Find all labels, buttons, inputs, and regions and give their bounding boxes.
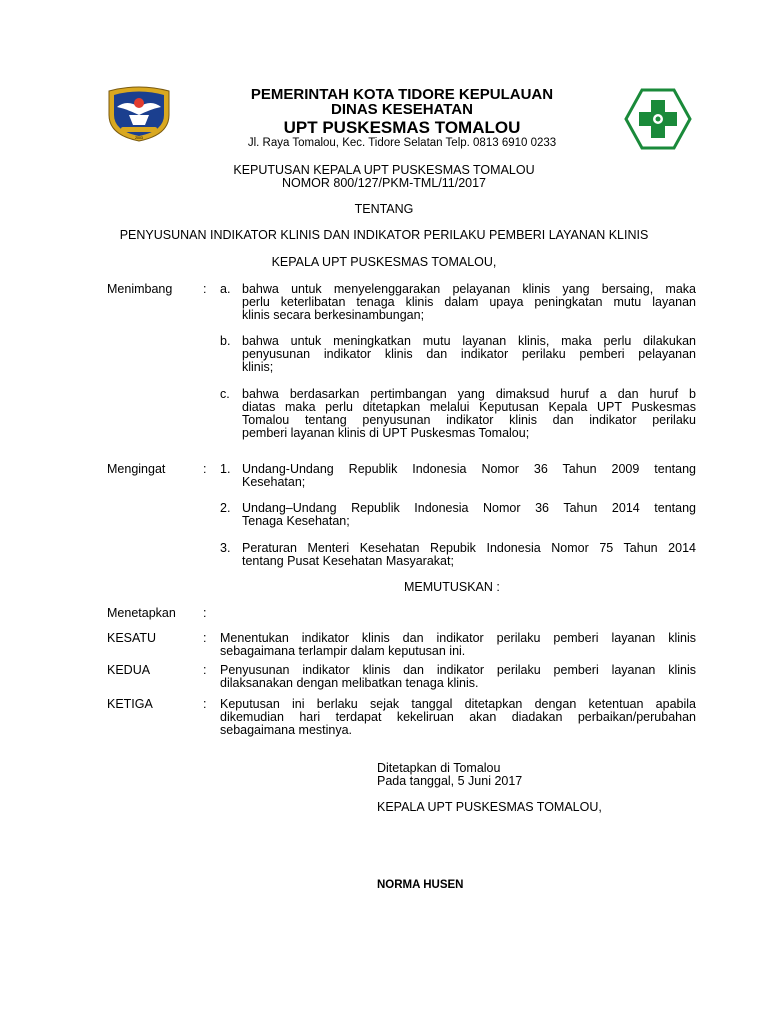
ketiga-line2: dikemudian hari terdapat kekeliruan akan diadakan perbaikan/perubahan (220, 710, 696, 724)
mengingat-marker-2: 2. (220, 501, 231, 515)
mengingat-1-line2: Kesehatan; (242, 475, 306, 489)
menimbang-c-line1: bahwa berdasarkan pertimbangan yang dimaksud huruf a dan huruf b (242, 387, 696, 401)
mengingat-marker-1: 1. (220, 462, 231, 476)
menimbang-b-line3: klinis; (242, 360, 274, 374)
menimbang-marker-a: a. (220, 282, 231, 296)
mengingat-2-line1: Undang–Undang Republik Indonesia Nomor 36 Tahun 2014 tentang (242, 501, 696, 515)
kedua-colon: : (203, 663, 207, 677)
kedua-label: KEDUA (107, 663, 151, 677)
mengingat-1-line1: Undang-Undang Republik Indonesia Nomor 36 Tahun 2009 tentang (242, 462, 696, 476)
menimbang-c-line3: Tomalou tentang penyusunan indikator klinis dan indikator perilaku (242, 413, 696, 427)
mengingat-2-line2: Tenaga Kesehatan; (242, 514, 350, 528)
mengingat-colon: : (203, 462, 207, 476)
header-puskesmas: UPT PUSKESMAS TOMALOU (283, 118, 521, 137)
memutuskan-heading: MEMUTUSKAN : (404, 580, 500, 594)
puskesmas-logo (624, 88, 692, 150)
kedua-line1: Penyusunan indikator klinis dan indikator perilaku pemberi layanan klinis (220, 663, 696, 677)
ketiga-label: KETIGA (107, 697, 153, 711)
ketiga-line1: Keputusan ini berlaku sejak tanggal ditetapkan dengan ketentuan apabila (220, 697, 696, 711)
city-emblem-logo (105, 85, 173, 143)
kesatu-line2: sebagaimana terlampir dalam keputusan ini. (220, 644, 466, 658)
decree-subject: PENYUSUNAN INDIKATOR KLINIS DAN INDIKATOR PERILAKU PEMBERI LAYANAN KLINIS (119, 228, 649, 242)
menimbang-c-line4: pemberi layanan klinis di UPT Puskesmas Tomalou; (242, 426, 530, 440)
menetapkan-colon: : (203, 606, 207, 620)
menimbang-a-line1: bahwa untuk menyelenggarakan pelayanan klinis yang bersaing, maka (242, 282, 696, 296)
kesatu-line1: Menentukan indikator klinis dan indikator perilaku pemberi layanan klinis (220, 631, 696, 645)
menimbang-b-line1: bahwa untuk meningkatkan mutu layanan klinis, maka perlu dilakukan (242, 334, 696, 348)
header-department: DINAS KESEHATAN (331, 101, 473, 118)
menimbang-c-line2: diatas maka perlu ditetapkan melalui Keputusan Kepala UPT Puskesmas (242, 400, 696, 414)
header-government: PEMERINTAH KOTA TIDORE KEPULAUAN (250, 86, 554, 103)
mengingat-marker-3: 3. (220, 541, 231, 555)
decree-title: KEPUTUSAN KEPALA UPT PUSKESMAS TOMALOU (233, 163, 535, 177)
menimbang-marker-c: c. (220, 387, 230, 401)
header-address: Jl. Raya Tomalou, Kec. Tidore Selatan Telp. 0813 6910 0233 (247, 137, 557, 149)
mengingat-3-line2: tentang Pusat Kesehatan Masyarakat; (242, 554, 454, 568)
menimbang-marker-b: b. (220, 334, 231, 348)
signature-title: KEPALA UPT PUSKESMAS TOMALOU, (377, 800, 602, 814)
menimbang-a-line2: perlu keterlibatan tenaga klinis dalam upaya peningkatan mutu layanan (242, 295, 696, 309)
menimbang-label: Menimbang (107, 282, 173, 296)
svg-text:2003: 2003 (135, 136, 143, 140)
about-label: TENTANG (354, 202, 414, 216)
signature-date: Pada tanggal, 5 Juni 2017 (377, 774, 523, 788)
decree-number: NOMOR 800/127/PKM-TML/11/2017 (281, 176, 487, 190)
menetapkan-label: Menetapkan (107, 606, 176, 620)
kesatu-colon: : (203, 631, 207, 645)
menimbang-a-line3: klinis secara berkesinambungan; (242, 308, 425, 322)
signature-place: Ditetapkan di Tomalou (377, 761, 501, 775)
mengingat-label: Mengingat (107, 462, 166, 476)
kedua-line2: dilaksanakan dengan melibatkan tenaga klinis. (220, 676, 479, 690)
menimbang-colon: : (203, 282, 207, 296)
signatory-name: NORMA HUSEN (377, 879, 464, 891)
kesatu-label: KESATU (107, 631, 157, 645)
mengingat-3-line1: Peraturan Menteri Kesehatan Repubik Indonesia Nomor 75 Tahun 2014 (242, 541, 696, 555)
ketiga-line3: sebagaimana mestinya. (220, 723, 353, 737)
decree-issuer: KEPALA UPT PUSKESMAS TOMALOU, (271, 255, 497, 269)
ketiga-colon: : (203, 697, 207, 711)
menimbang-b-line2: penyusunan indikator klinis dan indikator perilaku pemberi pelayanan (242, 347, 696, 361)
